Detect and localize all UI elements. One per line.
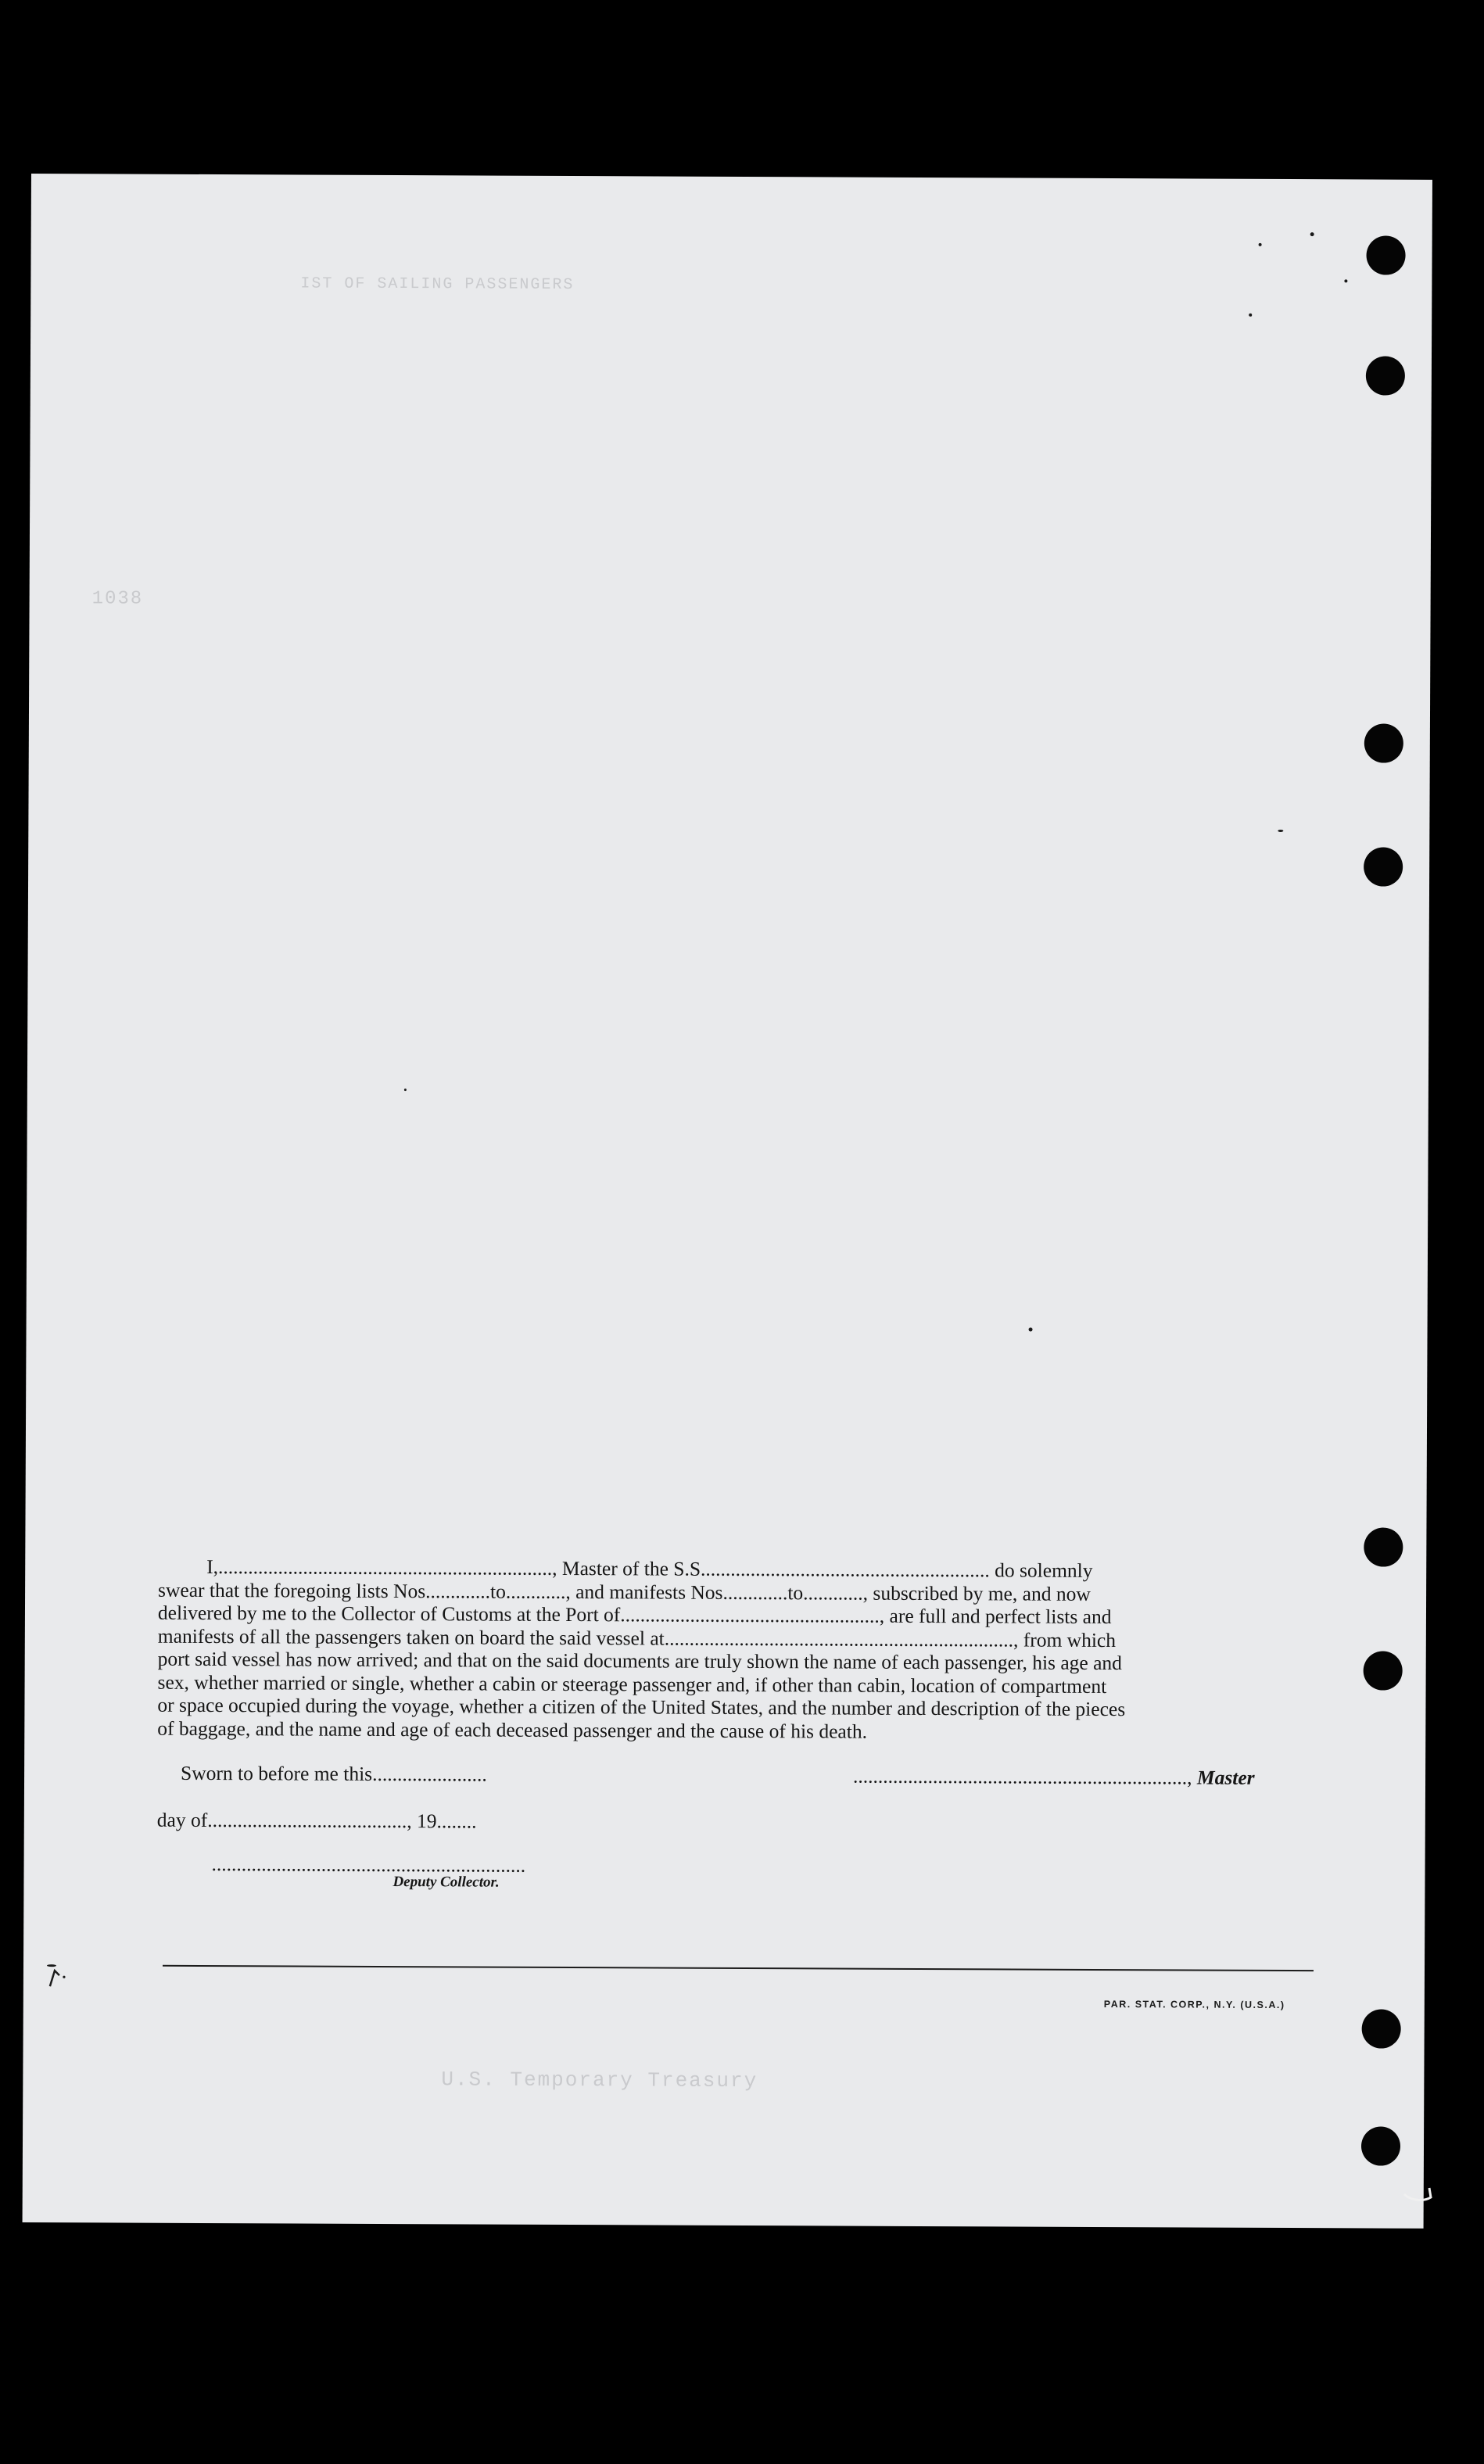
oath-line: or space occupied during the voyage, whether a citizen of the United States, and the number and description of the pieces <box>157 1693 1126 1721</box>
ink-speck <box>1249 314 1252 317</box>
bleed-through-header: IST OF SAILING PASSENGERS <box>300 274 575 295</box>
deputy-signature-dots: ............................................................... <box>211 1852 526 1877</box>
punch-hole <box>1366 235 1405 274</box>
ink-speck <box>1278 830 1283 832</box>
master-label: Master <box>1196 1766 1255 1789</box>
bleed-through-number: 1038 <box>91 588 144 610</box>
punch-hole <box>1361 2126 1400 2165</box>
ink-speck <box>1029 1328 1033 1332</box>
pencil-mark <box>47 1966 78 1989</box>
punch-hole <box>1366 356 1405 395</box>
sworn-before-line: Sworn to before me this....................... <box>181 1761 487 1786</box>
oath-line: swear that the foregoing lists Nos.............to............, and manifests Nos.............to............, subscribed by me, and now <box>158 1578 1091 1605</box>
oath-line: delivered by me to the Collector of Customs at the Port of...................................................., are full and perfect lists and <box>157 1601 1112 1629</box>
oath-line: sex, whether married or single, whether a cabin or steerage passenger and, if other than cabin, location of compartment <box>157 1670 1107 1698</box>
master-signature-line <box>853 1765 1255 1790</box>
master-signature-dots: ..................................................................., <box>853 1764 1198 1789</box>
ink-speck <box>404 1089 407 1091</box>
oath-line: manifests of all the passengers taken on board the said vessel at......................................................................, from which <box>157 1624 1117 1652</box>
ink-speck <box>1259 243 1262 246</box>
punch-hole <box>1364 1527 1403 1566</box>
master-oath-paragraph <box>157 1555 1324 1745</box>
handwritten-corner-mark <box>1400 2180 1437 2211</box>
footer-rule <box>163 1965 1314 1971</box>
day-of-line: day of........................................, 19........ <box>156 1808 477 1833</box>
oath-line: I,..................................................................., Master of the S.S.......................................................... do solemnly <box>206 1555 1093 1582</box>
oath-line: port said vessel has now arrived; and that on the said documents are truly shown the name of each passenger, his age and <box>157 1647 1123 1675</box>
deputy-collector-label: Deputy Collector. <box>393 1874 500 1891</box>
punch-hole <box>1364 847 1403 886</box>
bleed-through-footer-text: U.S. Temporary Treasury <box>441 2068 758 2093</box>
manifest-sheet <box>23 174 1432 2229</box>
oath-line: of baggage, and the name and age of each deceased passenger and the cause of his death. <box>157 1716 868 1743</box>
punch-hole <box>1362 2009 1401 2048</box>
punch-hole <box>1364 723 1403 762</box>
ink-speck <box>1310 232 1314 236</box>
printer-imprint: PAR. STAT. CORP., N.Y. (U.S.A.) <box>1103 1999 1285 2011</box>
punch-hole <box>1364 1651 1403 1690</box>
ink-speck <box>1344 279 1347 282</box>
